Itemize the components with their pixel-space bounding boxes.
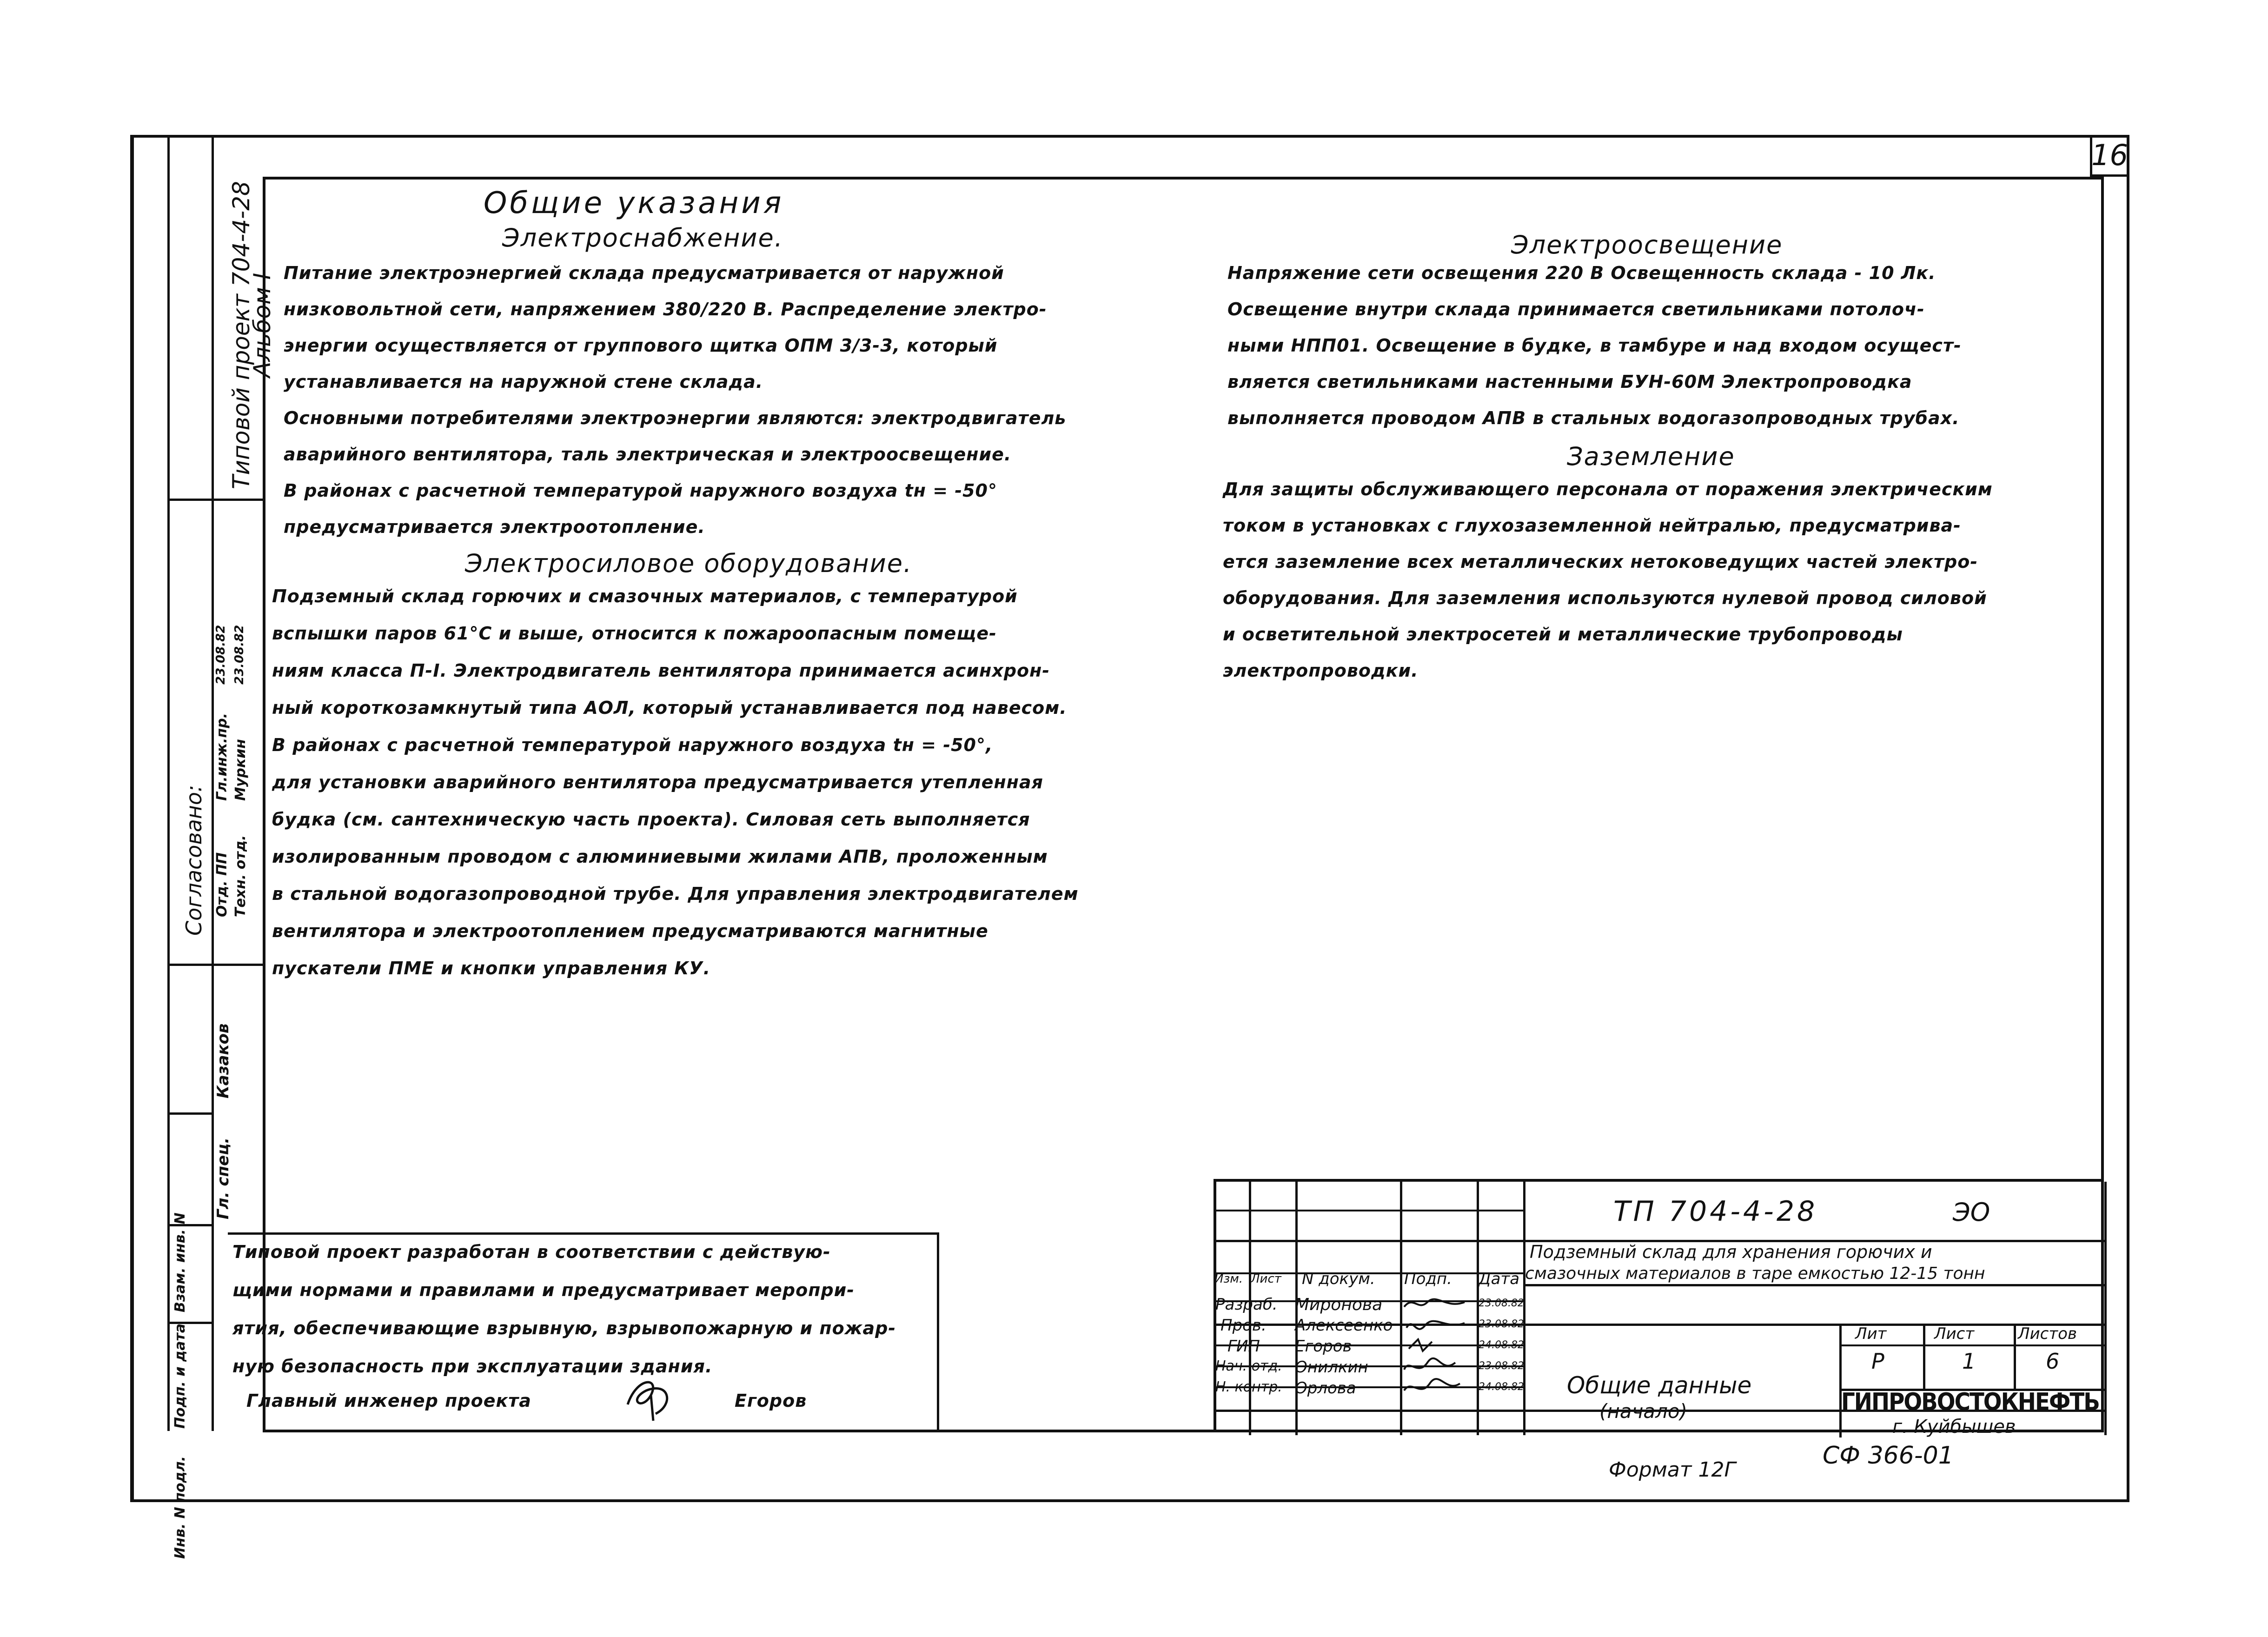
stage-value: Р bbox=[1871, 1349, 1884, 1374]
side-agreed-label: Согласовано: bbox=[181, 785, 206, 936]
doc-code: ТП 704-4-28 bbox=[1613, 1195, 1818, 1228]
section-title-power-equipment: Электросиловое оборудование. bbox=[465, 549, 913, 578]
side-role: Муркин bbox=[232, 739, 249, 801]
side-name: Казаков bbox=[214, 1023, 232, 1098]
stage-label: Листов bbox=[2018, 1324, 2077, 1343]
side-stamp-rule bbox=[167, 499, 263, 501]
text-line: и осветительной электросетей и металлические трубопроводы bbox=[1223, 624, 1903, 645]
col-header: Дата bbox=[1479, 1270, 1520, 1288]
text-line: В районах с расчетной температурой наружного воздуха tн = -50° bbox=[284, 480, 998, 501]
side-role: Гл. спец. bbox=[214, 1137, 232, 1219]
text-line: ниям класса П-I. Электродвигатель вентилятора принимается асинхрон- bbox=[272, 660, 1050, 681]
grounding-text bbox=[1223, 479, 1993, 697]
text-line: током в установках с глухозаземленной нейтралью, предусматрива- bbox=[1223, 515, 1961, 536]
sheet-title: Общие данные bbox=[1567, 1372, 1752, 1399]
col-header: Изм. bbox=[1214, 1272, 1243, 1286]
person-date: 24.08.82 bbox=[1479, 1381, 1524, 1393]
person-role: Н. контр. bbox=[1215, 1379, 1282, 1395]
text-line: аварийного вентилятора, таль электрическая и электроосвещение. bbox=[284, 444, 1012, 465]
text-line: энергии осуществляется от группового щитка ОПМ 3/3-3, который bbox=[284, 335, 998, 356]
text-line: щими нормами и правилами и предусматривает меропри- bbox=[232, 1280, 855, 1300]
text-line: Для защиты обслуживающего персонала от поражения электрическим bbox=[1223, 479, 1993, 499]
text-line: выполняется проводом АПВ в стальных водогазопроводных трубах. bbox=[1227, 408, 1960, 428]
chief-engineer-name: Егоров bbox=[735, 1391, 807, 1411]
text-line: Подземный склад горючих и смазочных материалов, с температурой bbox=[272, 586, 1018, 606]
text-line: вентилятора и электроотоплением предусматриваются магнитные bbox=[272, 921, 988, 941]
text-line: оборудования. Для заземления используются нулевой провод силовой bbox=[1223, 588, 1987, 608]
stage-value: 6 bbox=[2046, 1349, 2060, 1374]
text-line: вспышки паров 61°С и выше, относится к пожароопасным помеще- bbox=[272, 623, 997, 644]
side-album: Альбом I bbox=[249, 273, 276, 378]
person-name: Егоров bbox=[1295, 1337, 1352, 1356]
side-date: 23.08.82 bbox=[214, 625, 228, 685]
side-role: Гл.инж.пр. bbox=[214, 712, 230, 801]
side-dept: Отд. ПП bbox=[214, 852, 230, 917]
text-line: изолированным проводом с алюминиевыми жилами АПВ, проложенным bbox=[272, 846, 1048, 867]
person-name: Орлова bbox=[1295, 1379, 1356, 1397]
text-line: Питание электроэнергией склада предусматривается от наружной bbox=[284, 263, 1004, 283]
text-line: пускатели ПМЕ и кнопки управления КУ. bbox=[272, 958, 711, 978]
chief-engineer-label: Главный инженер проекта bbox=[246, 1391, 531, 1411]
signatures bbox=[1399, 1293, 1474, 1400]
section-title-grounding: Заземление bbox=[1567, 442, 1735, 471]
sheet-title-sub: (начало) bbox=[1599, 1400, 1688, 1423]
inventory-code: СФ 366-01 bbox=[1823, 1442, 1954, 1470]
text-line: для установки аварийного вентилятора предусматривается утепленная bbox=[272, 772, 1044, 792]
compliance-note bbox=[232, 1242, 896, 1394]
section-title-lighting: Электроосвещение bbox=[1511, 230, 1783, 260]
text-line: устанавливается на наружной стене склада. bbox=[284, 372, 763, 392]
description-line2: смазочных материалов в таре емкостью 12-15 тонн bbox=[1525, 1264, 1985, 1283]
organization: ГИПРОВОСТОКНЕФТЬ bbox=[1841, 1388, 2099, 1416]
text-line: электропроводки. bbox=[1223, 660, 1419, 681]
text-line: ятия, обеспечивающие взрывную, взрывопожарную и пожар- bbox=[232, 1318, 896, 1338]
text-line: ную безопасность при эксплуатации здания. bbox=[232, 1356, 713, 1377]
stage-value: 1 bbox=[1962, 1349, 1976, 1374]
section-title-power-supply: Электроснабжение. bbox=[502, 223, 783, 253]
side-dept: Техн. отд. bbox=[232, 835, 249, 917]
person-name: Миронова bbox=[1295, 1295, 1383, 1314]
side-stamp-border bbox=[167, 136, 170, 1431]
person-role: Разраб. bbox=[1215, 1295, 1278, 1314]
power-supply-text bbox=[284, 263, 1066, 553]
text-line: предусматривается электроотопление. bbox=[284, 517, 705, 537]
person-role: Пров. bbox=[1220, 1316, 1267, 1335]
person-date: 24.08.82 bbox=[1479, 1339, 1524, 1351]
chief-engineer-signature bbox=[618, 1367, 683, 1423]
sheet-number: 16 bbox=[2090, 136, 2127, 177]
side-bottom-label: Подп. и дата bbox=[172, 1323, 188, 1429]
text-line: будка (см. сантехническую часть проекта). Силовая сеть выполняется bbox=[272, 809, 1030, 830]
text-line: ется заземление всех металлических нетоковедущих частей электро- bbox=[1223, 552, 1978, 572]
person-role: ГИП bbox=[1227, 1337, 1260, 1356]
text-line: В районах с расчетной температурой наружного воздуха tн = -50°, bbox=[272, 735, 993, 755]
text-line: Основными потребителями электроэнергии являются: электродвигатель bbox=[284, 408, 1067, 428]
side-project-title: Типовой проект 704-4-28 bbox=[228, 181, 255, 489]
text-line: в стальной водогазопроводной трубе. Для управления электродвигателем bbox=[272, 884, 1079, 904]
side-stamp-rule bbox=[167, 1112, 214, 1115]
person-date: 23.08.82 bbox=[1479, 1360, 1524, 1372]
text-line: Напряжение сети освещения 220 В Освещенность склада - 10 Лк. bbox=[1227, 263, 1936, 283]
col-header: Лист bbox=[1251, 1272, 1281, 1286]
side-stamp-rule bbox=[167, 964, 263, 966]
description-line1: Подземный склад для хранения горючих и bbox=[1530, 1242, 1932, 1262]
power-equipment-text bbox=[272, 586, 1079, 995]
col-header: N докум. bbox=[1302, 1270, 1375, 1288]
col-header: Подп. bbox=[1404, 1270, 1452, 1288]
side-bottom-label: Взам. инв. N bbox=[172, 1212, 188, 1312]
person-date: 23.08.82 bbox=[1479, 1318, 1524, 1330]
stage-label: Лит bbox=[1855, 1324, 1887, 1343]
side-date: 23.08.82 bbox=[232, 625, 246, 685]
person-name: Алексеенко bbox=[1295, 1316, 1393, 1335]
organization-city: г. Куйбышев bbox=[1892, 1416, 2016, 1437]
text-line: ными НПП01. Освещение в будке, в тамбуре и над входом осущест- bbox=[1227, 335, 1962, 356]
person-date: 23.08.82 bbox=[1479, 1298, 1524, 1309]
paper-format: Формат 12Г bbox=[1609, 1458, 1736, 1482]
stage-label: Лист bbox=[1934, 1324, 1975, 1343]
person-name: Онилкин bbox=[1295, 1358, 1368, 1377]
side-bottom-label: Инв. N подл. bbox=[172, 1456, 188, 1559]
main-title: Общие указания bbox=[484, 186, 784, 220]
text-line: Освещение внутри склада принимается светильниками потолоч- bbox=[1227, 299, 1925, 319]
text-line: ный короткозамкнутый типа АОЛ, который устанавливается под навесом. bbox=[272, 698, 1067, 718]
text-line: Типовой проект разработан в соответствии с действую- bbox=[232, 1242, 831, 1262]
text-line: вляется светильниками настенными БУН-60М Электропроводка bbox=[1227, 372, 1912, 392]
text-line: низковольтной сети, напряжением 380/220 В. Распределение электро- bbox=[284, 299, 1047, 319]
lighting-text bbox=[1227, 263, 1962, 444]
doc-mark: ЭО bbox=[1953, 1198, 1990, 1227]
person-role: Нач. отд. bbox=[1215, 1358, 1282, 1374]
